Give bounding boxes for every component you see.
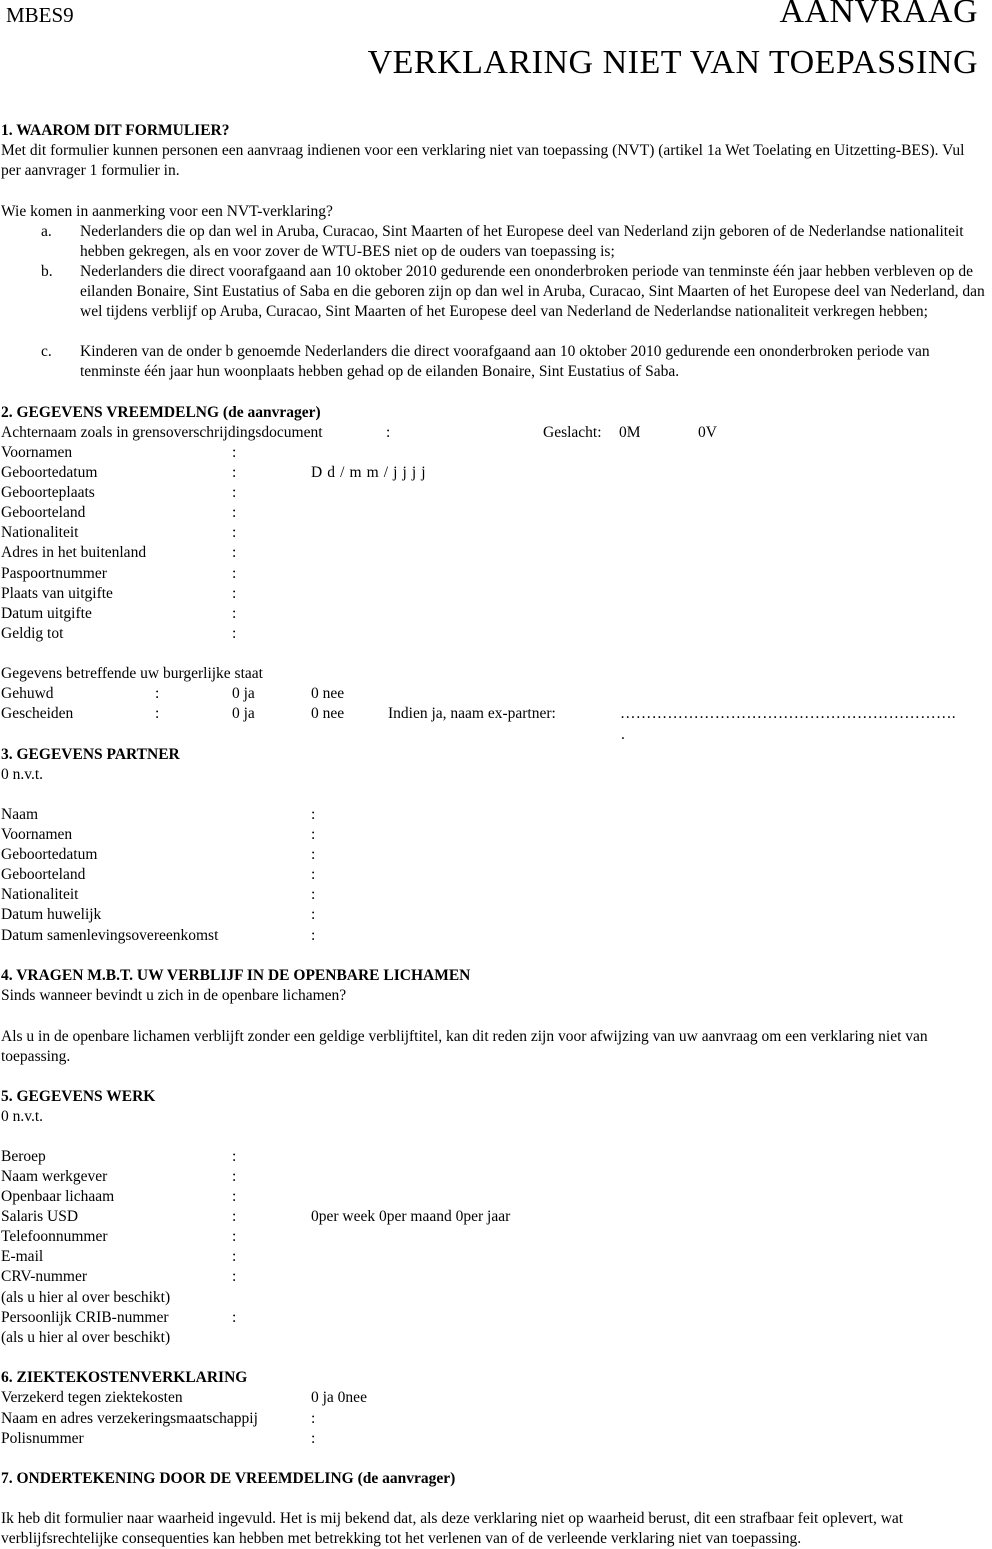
declaration-text: Ik heb dit formulier naar waarheid ingevuld. Het is mij bekend dat, als deze verklaring niet op waarheid berust, dit een strafbaar feit oplevert, wat verblijfsrechtelijke consequenties kan hebben met betrekking tot het verlenen van of de verleende verklaring niet van toepassing. [1,1510,904,1547]
field-colon: : [232,565,237,582]
gender-male-option[interactable]: 0M [619,424,641,441]
field-colon: : [155,705,160,722]
field-label-achternaam: Achternaam zoals in grensoverschrijdingsdocument [1,424,323,441]
ex-partner-dotted-line-end: . [621,726,625,743]
field-label: Plaats van uitgifte [1,585,113,602]
field-label: Datum samenlevingsovereenkomst [1,927,219,944]
ex-partner-dotted-line[interactable]: ………………………………………………………. [620,705,956,722]
ex-partner-label: Indien ja, naam ex-partner: [388,705,556,722]
field-colon: : [155,685,160,702]
page-subtitle: VERKLARING NIET VAN TOEPASSING [367,44,978,81]
list-item-letter: b. [41,263,53,280]
partner-not-applicable-option[interactable]: 0 n.v.t. [1,766,44,783]
divorced-label: Gescheiden [1,705,74,722]
list-item-text: Nederlanders die direct voorafgaand aan 10 oktober 2010 gedurende een ononderbroken periode van tenminste één jaar hebben verbleven op de eilanden Bonaire, Sint Eustatius of Saba en die geboren zijn op dan wel in Aruba, Curacao, Sint Maarten of het Europese deel van Nederland, dan wel tijdens verblijf op Aruba, Curacao, Sint Maarten of het Europese deel van Nederland de Nederlandse nationaliteit verkregen hebben; [80,263,985,320]
work-not-applicable-option[interactable]: 0 n.v.t. [1,1108,44,1125]
field-colon: : [232,1268,237,1285]
field-label: Salaris USD [1,1208,79,1225]
date-format-hint[interactable]: D d / m m / j j j j [311,464,427,481]
field-label: Geboorteland [1,866,86,883]
field-colon: : [232,625,237,642]
salary-period-options[interactable]: 0per week 0per maand 0per jaar [311,1208,511,1225]
field-label: Datum uitgifte [1,605,92,622]
civil-status-heading: Gegevens betreffende uw burgerlijke staat [1,665,263,682]
section-4-heading: 4. VRAGEN M.B.T. UW VERBLIJF IN DE OPENBARE LICHAMEN [1,967,471,984]
insurer-label: Naam en adres verzekeringsmaatschappij [1,1410,258,1427]
section-7-heading: 7. ONDERTEKENING DOOR DE VREEMDELING (de aanvrager) [1,1470,456,1487]
form-code: MBES9 [6,3,74,27]
field-label: Persoonlijk CRIB-nummer [1,1309,169,1326]
field-label: E-mail [1,1248,44,1265]
section-1-intro: Met dit formulier kunnen personen een aanvraag indienen voor een verklaring niet van toepassing (NVT) (artikel 1a Wet Toelating en Uitzetting-BES). Vul per aanvrager 1 formulier in. [1,142,965,179]
field-colon: : [232,544,237,561]
insured-label: Verzekerd tegen ziektekosten [1,1389,183,1406]
field-colon: : [232,504,237,521]
married-no-option[interactable]: 0 nee [311,685,345,702]
field-label: Geboorteland [1,504,86,521]
field-label: Adres in het buitenland [1,544,147,561]
field-colon: : [311,1410,316,1427]
residence-question: Sinds wanneer bevindt u zich in de openbare lichamen? [1,987,347,1004]
list-item-text: Nederlanders die op dan wel in Aruba, Curacao, Sint Maarten of het Europese deel van Nederland zijn geboren of de Nederlandse nationaliteit hebben gekregen, als en voor zover de WTU-BES niet op de ouders van toepassing is; [80,223,964,260]
married-label: Gehuwd [1,685,54,702]
field-label: Telefoonnummer [1,1228,108,1245]
married-yes-option[interactable]: 0 ja [232,685,255,702]
field-colon: : [232,1208,237,1225]
field-label: Geboortedatum [1,464,98,481]
field-colon: : [311,866,316,883]
field-colon: : [232,1228,237,1245]
field-colon: : [311,826,316,843]
field-colon: : [232,484,237,501]
section-3-heading: 3. GEGEVENS PARTNER [1,746,180,763]
field-colon: : [232,464,237,481]
field-label: Naam werkgever [1,1168,108,1185]
field-label: Nationaliteit [1,886,79,903]
field-colon: : [232,1148,237,1165]
policy-label: Polisnummer [1,1430,84,1447]
field-colon: : [232,1188,237,1205]
field-label: Nationaliteit [1,524,79,541]
field-label: Paspoortnummer [1,565,107,582]
page-title: AANVRAAG [779,0,978,30]
section-2-heading: 2. GEGEVENS VREEMDELNG (de aanvrager) [1,404,321,421]
field-label: Beroep [1,1148,46,1165]
section-6-heading: 6. ZIEKTEKOSTENVERKLARING [1,1369,248,1386]
field-note: (als u hier al over beschikt) [1,1329,171,1346]
field-note: (als u hier al over beschikt) [1,1289,171,1306]
field-colon: : [232,605,237,622]
field-label: Naam [1,806,39,823]
field-colon: : [311,927,316,944]
field-colon: : [232,1168,237,1185]
eligibility-question: Wie komen in aanmerking voor een NVT-verklaring? [1,203,333,220]
field-colon: : [311,906,316,923]
divorced-no-option[interactable]: 0 nee [311,705,345,722]
field-label: Geboorteplaats [1,484,95,501]
field-colon: : [386,424,391,441]
residence-note: Als u in de openbare lichamen verblijft zonder een geldige verblijftitel, kan dit reden zijn voor afwijzing van uw aanvraag om een verklaring niet van toepassing. [1,1028,928,1065]
field-colon: : [311,806,316,823]
section-5-heading: 5. GEGEVENS WERK [1,1088,156,1105]
field-colon: : [232,585,237,602]
field-label: Voornamen [1,444,73,461]
field-label: Geldig tot [1,625,64,642]
list-item-text: Kinderen van de onder b genoemde Nederlanders die direct voorafgaand aan 10 oktober 2010 gedurende een ononderbroken periode van tenminste één jaar hun woonplaats hebben gehad op de eilanden Bonaire, Sint Eustatius of Saba. [80,343,930,380]
field-colon: : [232,524,237,541]
list-item-letter: c. [41,343,52,360]
field-label: Openbaar lichaam [1,1188,115,1205]
field-colon: : [232,444,237,461]
gender-label: Geslacht: [543,424,602,441]
gender-female-option[interactable]: 0V [698,424,717,441]
field-label: CRV-nummer [1,1268,88,1285]
field-colon: : [311,1430,316,1447]
field-colon: : [232,1248,237,1265]
field-label: Geboortedatum [1,846,98,863]
field-label: Voornamen [1,826,73,843]
field-colon: : [311,846,316,863]
section-1-heading: 1. WAAROM DIT FORMULIER? [1,122,230,139]
divorced-yes-option[interactable]: 0 ja [232,705,255,722]
field-colon: : [232,1309,237,1326]
list-item-letter: a. [41,223,52,240]
field-label: Datum huwelijk [1,906,102,923]
insured-options[interactable]: 0 ja 0nee [311,1389,367,1406]
field-colon: : [311,886,316,903]
